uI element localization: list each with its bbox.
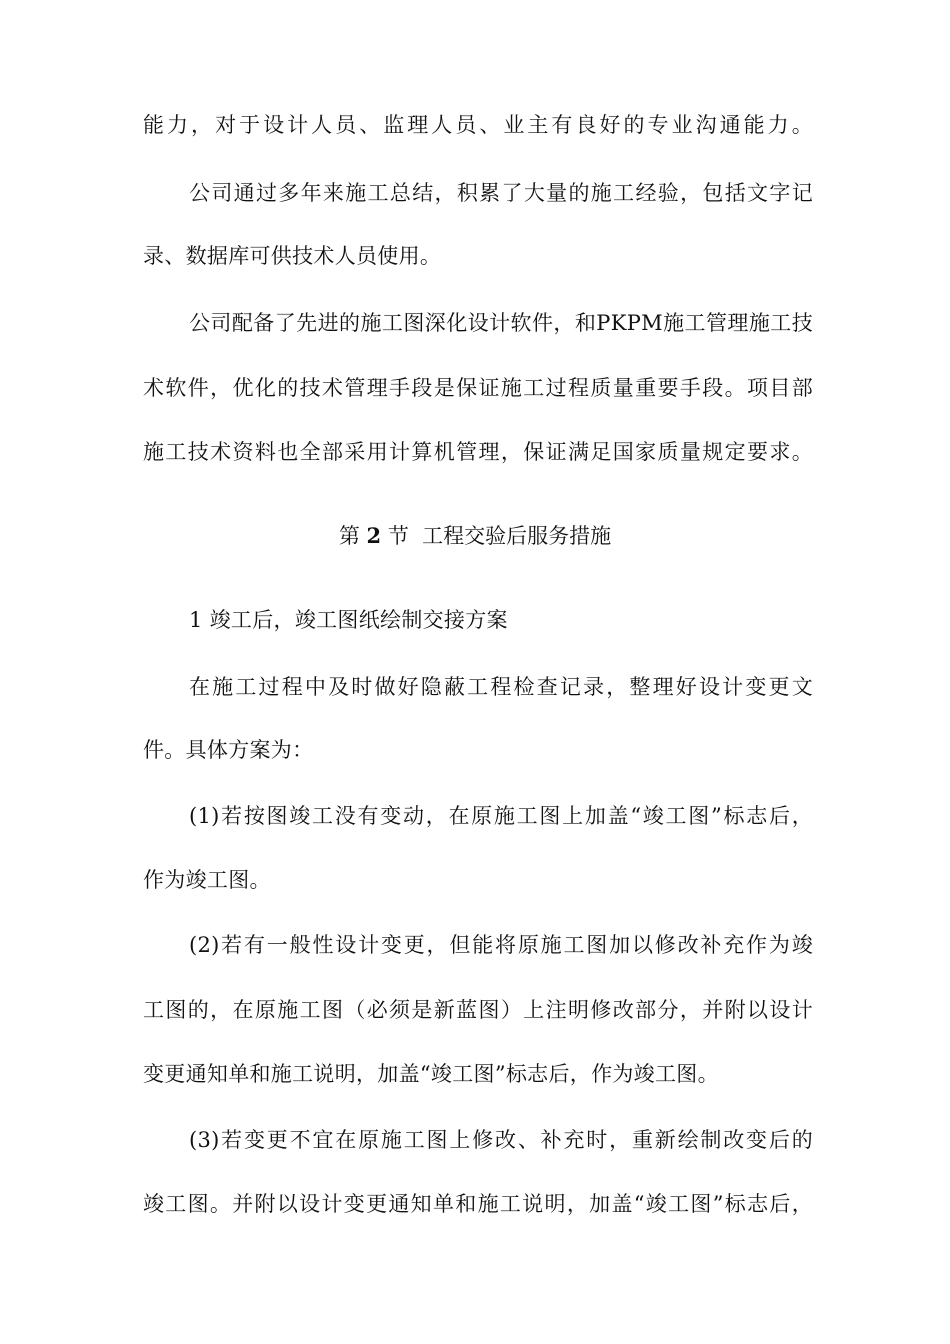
section-prefix: 第 [338,524,360,548]
paragraph-line: 能力，对于设计人员、监理人员、业主有良好的专业沟通能力。 [143,113,813,137]
paragraph-line: (3)若变更不宜在原施工图上修改、补充时，重新绘制改变后的 [189,1128,813,1152]
paragraph-line: 件。具体方案为： [143,738,314,762]
section-heading [0,520,950,552]
section-title: 工程交验后服务措施 [422,524,612,548]
paragraph-line: 施工技术资料也全部采用计算机管理，保证满足国家质量规定要求。 [143,440,813,464]
subheading-line: 1 竣工后，竣工图纸绘制交接方案 [189,608,508,632]
section-suffix: 节 [387,524,409,548]
paragraph-line: 公司通过多年来施工总结，积累了大量的施工经验，包括文字记 [189,181,813,205]
paragraph-line: 竣工图。并附以设计变更通知单和施工说明，加盖“竣工图”标志后， [143,1192,813,1216]
paragraph-line: (1)若按图竣工没有变动，在原施工图上加盖“竣工图”标志后， [189,804,813,828]
paragraph-line: 录、数据库可供技术人员使用。 [143,244,442,268]
paragraph-line: 公司配备了先进的施工图深化设计软件，和PKPM施工管理施工技 [189,311,813,335]
paragraph-line: 术软件，优化的技术管理手段是保证施工过程质量重要手段。项目部 [143,376,813,400]
section-number: 2 [366,523,382,548]
paragraph-line: 变更通知单和施工说明，加盖“竣工图”标志后，作为竣工图。 [143,1062,719,1086]
paragraph-line: 作为竣工图。 [143,868,271,892]
paragraph-line: 在施工过程中及时做好隐蔽工程检查记录，整理好设计变更文 [189,675,813,699]
paragraph-line: (2)若有一般性设计变更，但能将原施工图加以修改补充作为竣 [189,933,813,957]
paragraph-line: 工图的，在原施工图（必须是新蓝图）上注明修改部分，并附以设计 [143,998,813,1022]
